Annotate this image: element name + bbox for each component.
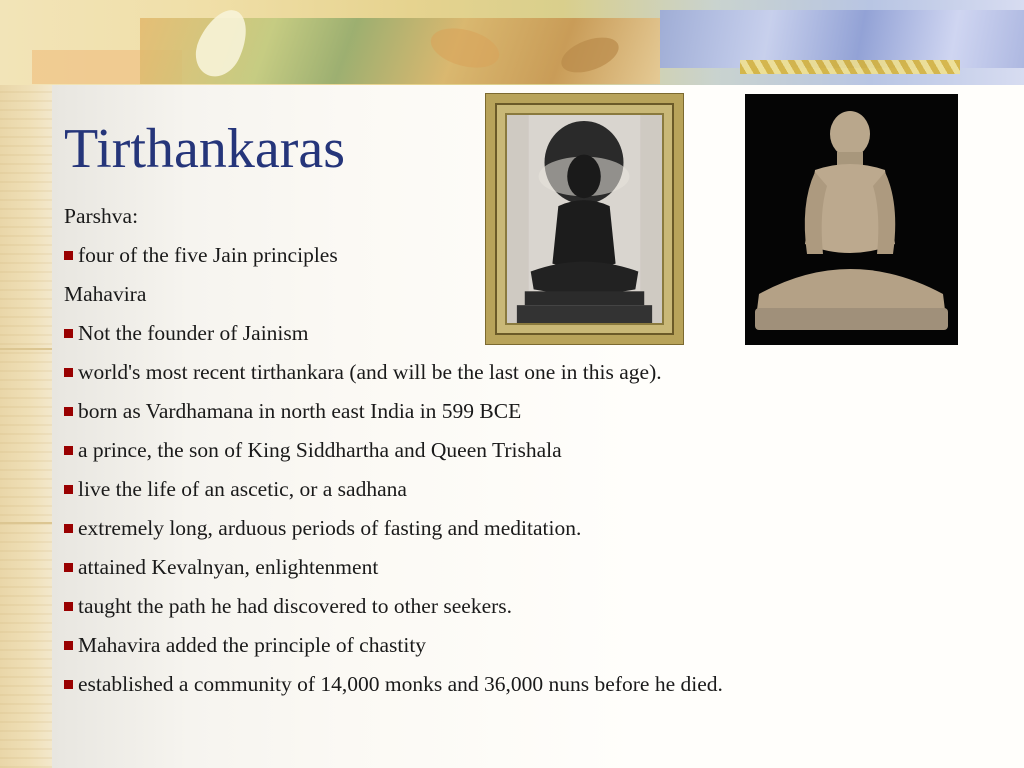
bullet-item — [64, 587, 964, 626]
item-text: live the life of an ascetic, or a sadhana — [78, 477, 407, 501]
square-bullet-icon — [64, 563, 73, 572]
parchment-strip — [0, 0, 52, 768]
item-text: Mahavira added the principle of chastity — [78, 633, 427, 657]
item-text: established a community of 14,000 monks and 36,000 nuns before he died. — [78, 672, 723, 696]
bullet-item — [64, 392, 964, 431]
square-bullet-icon — [64, 602, 73, 611]
item-text: attained Kevalnyan, enlightenment — [78, 555, 379, 579]
square-bullet-icon — [64, 251, 73, 260]
bullet-item — [64, 353, 964, 392]
square-bullet-icon — [64, 485, 73, 494]
item-text: a prince, the son of King Siddhartha and Queen Trishala — [78, 438, 562, 462]
item-text: Mahavira — [64, 282, 147, 306]
gold-ribbon — [740, 60, 960, 74]
parchment-seam — [0, 348, 52, 350]
square-bullet-icon — [64, 446, 73, 455]
item-text: born as Vardhamana in north east India in 599 BCE — [78, 399, 522, 423]
parchment-seam — [0, 522, 52, 524]
item-text: world's most recent tirthankara (and will be the last one in this age). — [78, 360, 662, 384]
square-bullet-icon — [64, 329, 73, 338]
item-text: Parshva: — [64, 204, 139, 228]
bullet-item — [64, 626, 964, 665]
sandstone-statue-illustration — [745, 94, 958, 345]
item-text: taught the path he had discovered to other seekers. — [78, 594, 513, 618]
square-bullet-icon — [64, 407, 73, 416]
bullet-item — [64, 665, 964, 704]
bullet-item — [64, 431, 964, 470]
bullet-item — [64, 509, 964, 548]
dark-statue-illustration — [507, 115, 662, 323]
item-text: Not the founder of Jainism — [78, 321, 309, 345]
slide-title: Tirthankaras — [64, 118, 346, 180]
sandstone-statue-image — [745, 94, 958, 345]
square-bullet-icon — [64, 524, 73, 533]
square-bullet-icon — [64, 641, 73, 650]
bullet-item — [64, 470, 964, 509]
bullet-item — [64, 548, 964, 587]
decorative-banner — [0, 0, 1024, 85]
item-text: extremely long, arduous periods of fasting and meditation. — [78, 516, 582, 540]
item-text: four of the five Jain principles — [78, 243, 338, 267]
square-bullet-icon — [64, 680, 73, 689]
framed-statue-image — [486, 94, 683, 344]
square-bullet-icon — [64, 368, 73, 377]
statue-photo — [505, 113, 664, 325]
